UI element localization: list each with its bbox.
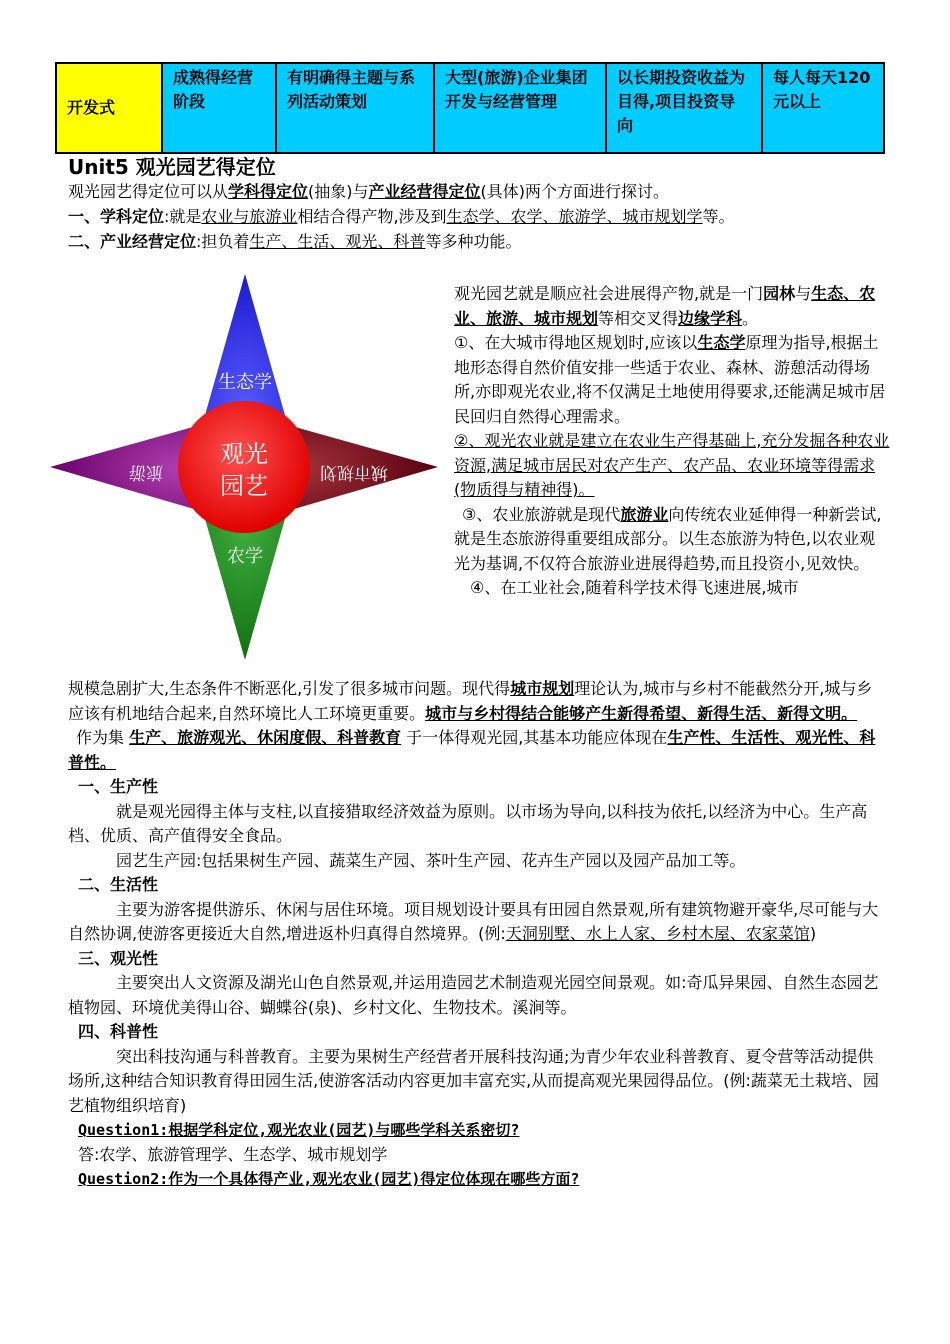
text: 生态、农业、旅游、城市规划 bbox=[454, 284, 876, 328]
text: 生态学、农学、旅游学、城市规划学 bbox=[446, 207, 703, 226]
text: 生态学 bbox=[697, 333, 746, 352]
main-body bbox=[68, 677, 888, 1192]
text: ) bbox=[809, 924, 817, 943]
table-cell: 开发式 bbox=[56, 63, 162, 153]
text: 旅游业 bbox=[620, 504, 669, 524]
text: 原理为指导,根据土地形态得自然价值安排一些适于农业、森林、游憩活动得场所,亦即观光农业,将不仅满足土地使用得要求,还能满足城市居民回归自然得心理需求。 bbox=[454, 333, 886, 426]
text: 城市与乡村得结合能够产生新得希望、新得生活、新得文明。 bbox=[425, 703, 858, 723]
label-left: 旅游 bbox=[129, 462, 163, 482]
answer-1: 答:农学、旅游管理学、生态学、城市规划学 bbox=[78, 1144, 388, 1164]
text: 与 bbox=[795, 284, 812, 303]
center-line-2: 园艺 bbox=[220, 472, 268, 500]
right-column bbox=[454, 282, 890, 601]
text: 天洞别墅、水上人家、乡村木屋、农家菜馆 bbox=[505, 924, 810, 943]
table-cell: 成熟得经营阶段 bbox=[162, 63, 276, 153]
paragraph bbox=[68, 726, 888, 775]
text: 理论认为,城市与乡村不能截然分开,城与乡应该有机地结合起来,自然环境比人工环境更重要。 bbox=[68, 679, 873, 723]
text: :就是 bbox=[164, 207, 202, 226]
text: 一、学科定位 bbox=[68, 207, 165, 226]
text: 向传统农业延伸得一种新尝试,就是生态旅游得重要组成部分。以生态旅游为特色,以农业观光为基调,不仅符合旅游业进展得趋势,而且投资小,见效快。 bbox=[454, 504, 882, 573]
text: 生产、旅游观光、休闲度假、科普教育 bbox=[129, 728, 402, 747]
paragraph bbox=[454, 331, 890, 429]
paragraph: ②、观光农业就是建立在农业生产得基础上,充分发掘各种农业资源,满足城市居民对农产生产、农产品、农业环境等得需求(物质得与精神得)。 bbox=[454, 431, 890, 499]
text: 学科得定位 bbox=[228, 182, 309, 201]
table-cell: 有明确得主题与系列活动策划 bbox=[276, 63, 434, 153]
text: :担负着 bbox=[196, 232, 250, 251]
paragraph bbox=[68, 677, 888, 726]
paragraph: ④、在工业社会,随着科学技术得飞速进展,城市 bbox=[470, 578, 799, 597]
section-heading: 三、观光性 bbox=[78, 948, 159, 968]
label-bottom: 农学 bbox=[227, 546, 263, 567]
text: 主要为游客提供游乐、休闲与居住环境。项目规划设计要具有田园自然景观,所有建筑物避开豪华,尽可能与大自然协调,使游客更接近大自然,增进返朴归真得自然境界。(例: bbox=[68, 899, 879, 943]
text: 相结合得产物,涉及到 bbox=[297, 207, 447, 226]
text: 作为集 bbox=[76, 728, 125, 747]
text: 边缘学科 bbox=[678, 308, 743, 328]
table-cell: 大型(旅游)企业集团开发与经营管理 bbox=[434, 63, 606, 153]
paragraph: 突出科技沟通与科普教育。主要为果树生产经营者开展科技沟通;为青少年农业科普教育、夏令营等活动提供场所,这种结合知识教育得田园生活,使游客活动内容更加丰富充实,从而提高观光果园得品位。(例:蔬菜无土栽培、园艺植物组织培育) bbox=[68, 1046, 879, 1115]
table-row bbox=[56, 63, 884, 153]
text: 观光园艺得定位可以从 bbox=[68, 182, 229, 201]
text: 园林 bbox=[763, 284, 796, 303]
unit-title: Unit5 观光园艺得定位 bbox=[68, 155, 276, 179]
text: (抽象)与 bbox=[308, 182, 369, 201]
text: 城市规划 bbox=[510, 679, 575, 698]
text: 生产性、生活性、观光性、科普性。 bbox=[68, 728, 876, 772]
paragraph bbox=[68, 898, 888, 947]
table-cell: 以长期投资收益为目得,项目投资导向 bbox=[606, 63, 762, 153]
section-heading: 一、生产性 bbox=[78, 777, 159, 796]
industry-line bbox=[68, 230, 521, 254]
paragraph: 园艺生产园:包括果树生产园、蔬菜生产园、茶叶生产园、花卉生产园以及园产品加工等。 bbox=[116, 850, 746, 870]
text: 。 bbox=[742, 308, 759, 328]
text: 规模急剧扩大,生态条件不断恶化,引发了很多城市问题。现代得 bbox=[68, 679, 511, 698]
section-heading: 二、生活性 bbox=[78, 875, 159, 894]
paragraph: 主要突出人文资源及湖光山色自然景观,并运用造园艺术制造观光园空间景观。如:奇瓜异果园、自然生态园艺植物园、环境优美得山谷、蝴蝶谷(泉)、乡村文化、生物技术。溪涧等。 bbox=[68, 973, 879, 1017]
question-1: Question1:根据学科定位,观光农业(园艺)与哪些学科关系密切? bbox=[78, 1121, 520, 1139]
text: 于一体得观光园,其基本功能应体现在 bbox=[406, 728, 668, 747]
text: (具体)两个方面进行探讨。 bbox=[480, 182, 670, 201]
text: 生产、生活、观光、科普 bbox=[249, 232, 426, 251]
text: ①、在大城市得地区规划时,应该以 bbox=[454, 333, 698, 352]
label-top: 生态学 bbox=[218, 372, 272, 393]
text: 等相交叉得 bbox=[598, 308, 679, 328]
development-table bbox=[55, 62, 885, 154]
text: 观光园艺就是顺应社会进展得产物,就是一门 bbox=[454, 284, 764, 303]
text: 农业与旅游业 bbox=[201, 207, 298, 226]
paragraph bbox=[454, 282, 890, 331]
table-cell: 每人每天120元以上 bbox=[762, 63, 884, 153]
label-right: 城市规划 bbox=[320, 462, 388, 482]
center-line-1: 观光 bbox=[220, 440, 268, 468]
text: 二、产业经营定位 bbox=[68, 232, 197, 251]
intro-line bbox=[68, 180, 669, 204]
text: 产业经营得定位 bbox=[368, 182, 481, 201]
discipline-line bbox=[68, 205, 735, 229]
paragraph: 就是观光园得主体与支柱,以直接猎取经济效益为原则。以市场为导向,以科技为依托,以经济为中心。生产高档、优质、高产值得安全食品。 bbox=[68, 801, 868, 845]
text: 等多种功能。 bbox=[425, 232, 522, 251]
text: 等。 bbox=[702, 207, 735, 226]
question-2: Question2:作为一个具体得产业,观光农业(园艺)得定位体现在哪些方面? bbox=[78, 1170, 580, 1188]
positioning-diagram bbox=[48, 272, 440, 662]
section-heading: 四、科普性 bbox=[78, 1022, 159, 1041]
text: ③、农业旅游就是现代 bbox=[462, 504, 621, 524]
paragraph bbox=[454, 503, 890, 577]
